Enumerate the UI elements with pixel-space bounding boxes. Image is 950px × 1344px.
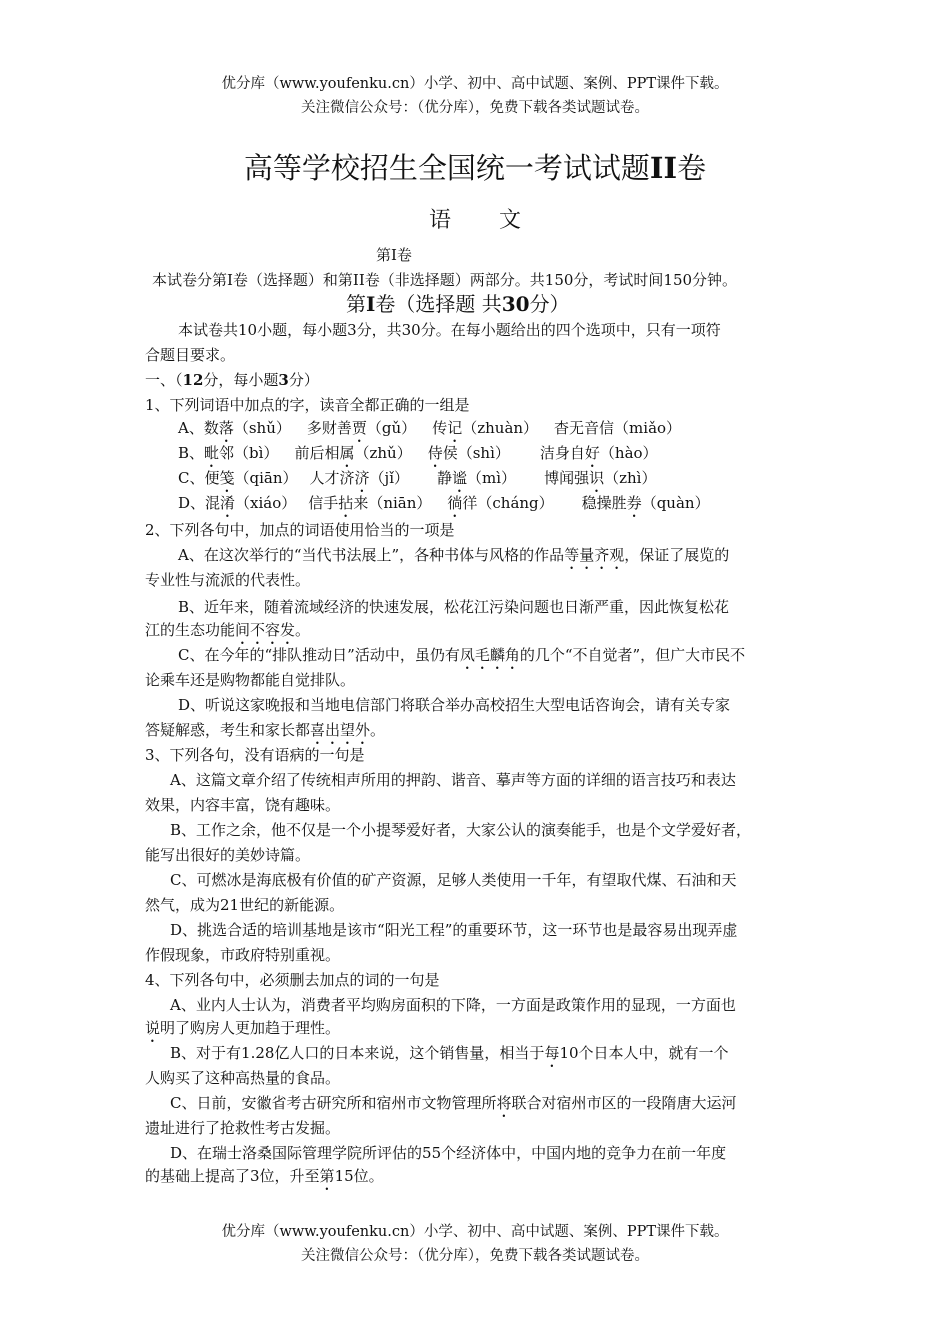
q2-option-b-line-1: B、近年来，随着流域经济的快速发展，松花江污染问题也日渐严重，因此恢复松花 (178, 598, 730, 616)
q2-option-d-line-2: 答疑解惑，考生和家长都喜出望外。 (145, 721, 386, 739)
q3-option-d-line-1: D、挑选合适的培训基地是该市“阳光工程”的重要环节，这一环节也是最容易出现弄虚 (170, 921, 738, 939)
section-note-line-2: 合题目要求。 (145, 346, 236, 364)
q2-option-c-line-2: 论乘车还是购物都能自觉排队。 (145, 671, 356, 689)
q1-option-a: A、数落（shǔ） 多财善贾（gǔ） 传记（zhuàn） 杳无音信（miǎo） (178, 419, 682, 437)
q3-option-c-line-1: C、可燃冰是海底极有价值的矿产资源，足够人类使用一千年，有望取代煤、石油和天 (170, 871, 737, 889)
q2-option-d-line-1: D、听说这家晚报和当地电信部门将联合举办高校招生大型电话咨询会，请有关专家 (178, 696, 731, 714)
header-line-1: 优分库（www.youfenku.cn）小学、初中、高中试题、案例、PPT课件下载。 (221, 76, 729, 92)
q4-option-a-line-1: A、业内人士认为，消费者平均购房面积的下降，一方面是政策作用的显现，一方面也 (170, 996, 736, 1014)
q3-option-b-line-1: B、工作之余，他不仅是一个小提琴爱好者，大家公认的演奏能手，也是个文学爱好者， (170, 821, 752, 839)
exam-intro: 本试卷分第I卷（选择题）和第II卷（非选择题）两部分。共150分，考试时间150分钟。 (152, 271, 738, 289)
q3-stem: 3、下列各句，没有语病的一句是 (145, 746, 365, 764)
footer-line-1: 优分库（www.youfenku.cn）小学、初中、高中试题、案例、PPT课件下载。 (221, 1224, 729, 1240)
q2-option-c-line-1: C、在今年的“排队推动日”活动中，虽仍有凤毛麟角的几个“不自觉者”，但广大市民不 (178, 646, 746, 664)
q4-option-c-line-1: C、日前，安徽省考古研究所和宿州市文物管理所将联合对宿州市区的一段隋唐大运河 (170, 1094, 737, 1112)
q3-option-b-line-2: 能写出很好的美妙诗篇。 (145, 846, 311, 864)
part-one-heading: 一、（12分，每小题3分） (145, 371, 319, 389)
q4-stem: 4、下列各句中，必须删去加点的词的一句是 (145, 971, 440, 989)
footer-line-2: 关注微信公众号：（优分库），免费下载各类试题试卷。 (301, 1248, 649, 1264)
q4-option-d-line-2: 的基础上提高了3位，升至第15位。 (145, 1167, 384, 1185)
q3-option-c-line-2: 然气，成为21世纪的新能源。 (145, 896, 345, 914)
section-note-line-1: 本试卷共10小题，每小题3分，共30分。在每小题给出的四个选项中，只有一项符 (178, 321, 721, 339)
q4-option-b-line-1: B、对于有1.28亿人口的日本来说，这个销售量，相当于每10个日本人中，就有一个 (170, 1044, 729, 1062)
q4-option-c-line-2: 遗址进行了抢救性考古发掘。 (145, 1119, 341, 1137)
section-title: 第I卷（选择题 共30分） (346, 292, 570, 316)
q1-stem: 1、下列词语中加点的字，读音全都正确的一组是 (145, 396, 470, 414)
header-line-2: 关注微信公众号：（优分库），免费下载各类试题试卷。 (301, 100, 649, 116)
page-title: 高等学校招生全国统一考试试题II卷 (243, 151, 707, 185)
q3-option-a-line-1: A、这篇文章介绍了传统相声所用的押韵、谐音、摹声等方面的详细的语言技巧和表达 (170, 771, 736, 789)
q1-option-c: C、便笺（qiān） 人才济济（jǐ） 静谧（mì） 博闻强识（zhì） (178, 469, 657, 487)
q1-option-b: B、毗邻（bì） 前后相属（zhǔ） 侍侯（shì） 洁身自好（hào） (178, 444, 658, 462)
q2-option-b-line-2: 江的生态功能间不容发。 (145, 621, 311, 639)
volume-label: 第Ⅰ卷 (376, 246, 412, 264)
q3-option-d-line-2: 作假现象，市政府特别重视。 (145, 946, 341, 964)
q1-option-d: D、混淆（xiáo） 信手拈来（niān） 徜徉（cháng） 稳操胜券（quàn） (178, 494, 710, 512)
q4-option-d-line-1: D、在瑞士洛桑国际管理学院所评估的55个经济体中，中国内地的竞争力在前一年度 (170, 1144, 727, 1162)
q4-option-b-line-2: 人购买了这种高热量的食品。 (145, 1069, 341, 1087)
q4-option-a-line-2: 说明了购房人更加趋于理性。 (145, 1019, 341, 1037)
q3-option-a-line-2: 效果，内容丰富，饶有趣味。 (145, 796, 341, 814)
q2-stem: 2、下列各句中，加点的词语使用恰当的一项是 (145, 521, 455, 539)
subject-title: 语 文 (428, 208, 522, 233)
q2-option-a-line-1: A、在这次举行的“当代书法展上”，各种书体与风格的作品等量齐观，保证了展览的 (178, 546, 730, 564)
q2-option-a-line-2: 专业性与流派的代表性。 (145, 571, 311, 589)
